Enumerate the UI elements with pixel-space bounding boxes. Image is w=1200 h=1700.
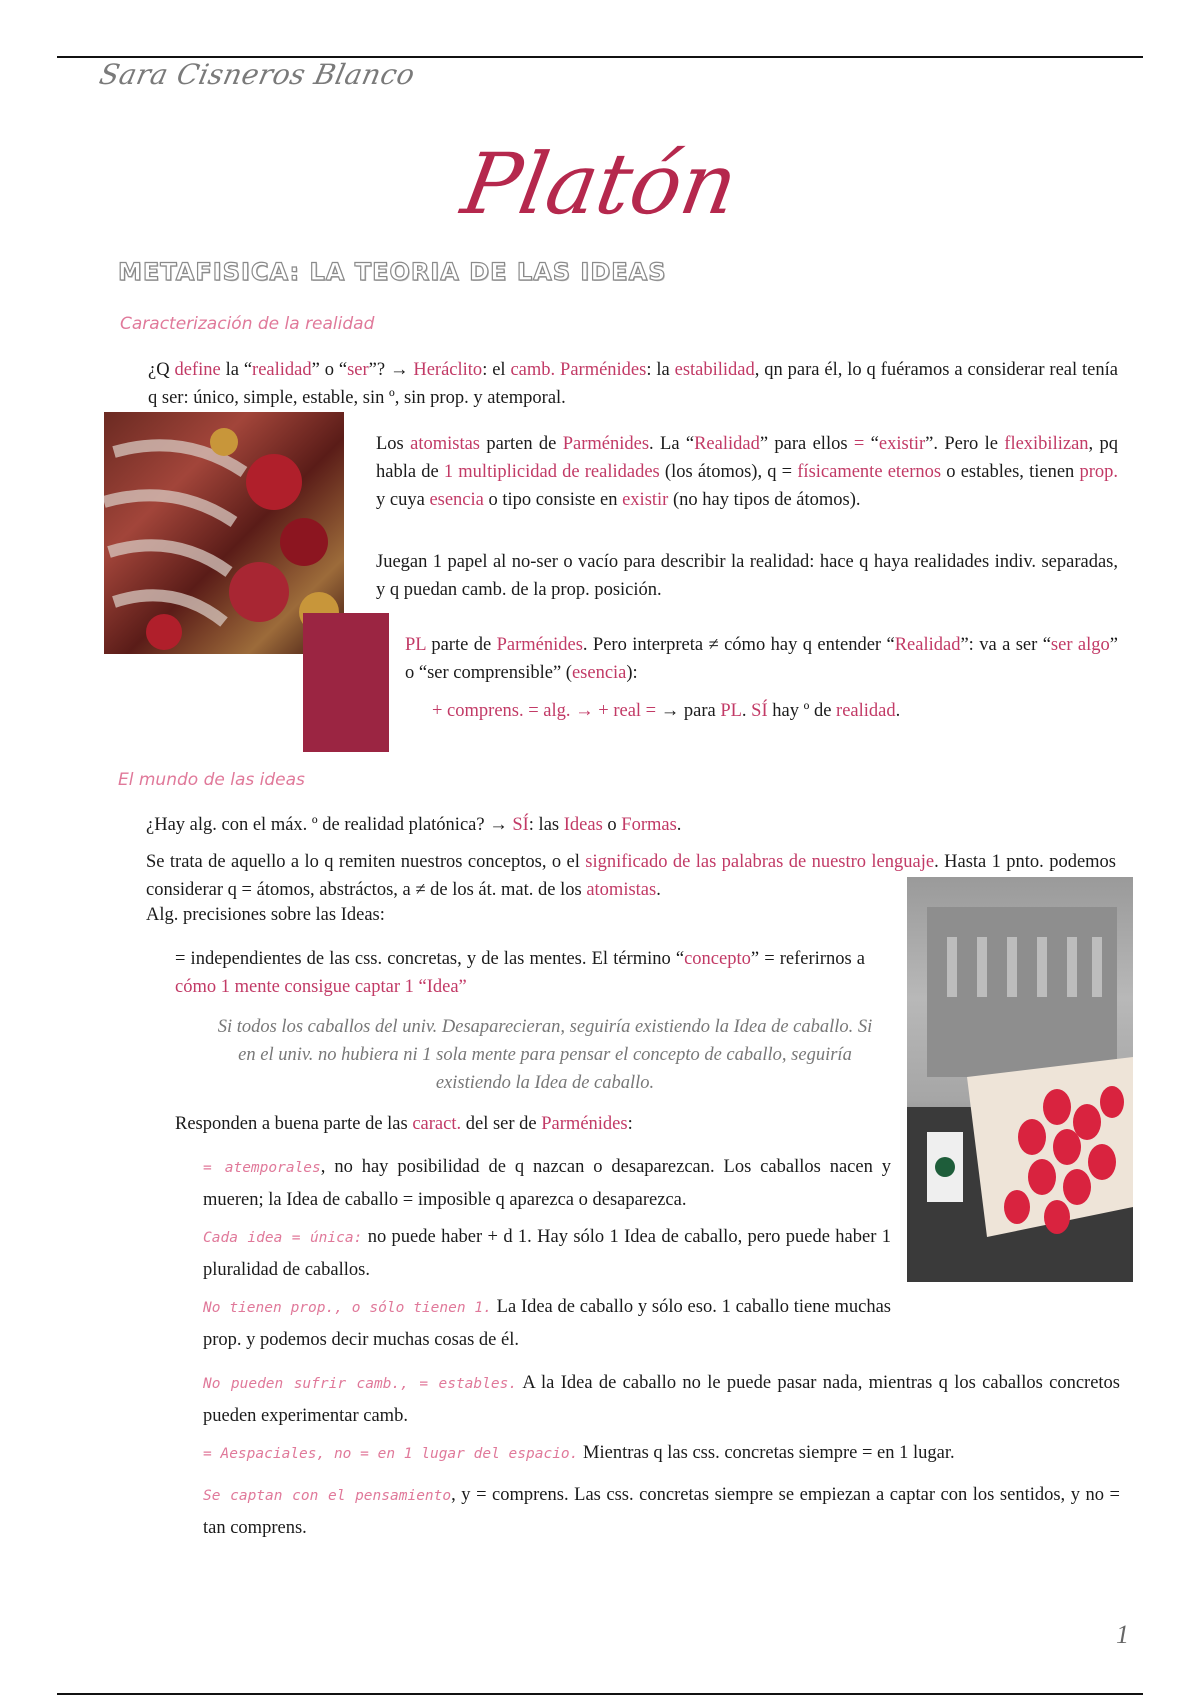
subheading-mundo-ideas: El mundo de las ideas	[118, 770, 305, 790]
paragraph-atomistas: Los atomistas parten de Parménides. La “Realidad” para ellos = “existir”. Pero le flexibilizan, pq habla de 1 multiplicidad de realidades (los átomos), q = físicamente eternos o estables, tienen prop. y cuya esencia o tipo consiste en existir (no hay tipos de átomos).	[376, 434, 1119, 510]
list-item-estables: No pueden sufrir camb., = estables. A la Idea de caballo no le puede pasar nada, mientras q los caballos concretos pueden experimentar camb.	[203, 1373, 1120, 1426]
paragraph-independientes: = independientes de las css. concretas, y de las mentes. El término “concepto” = referirnos a cómo 1 mente consigue captar 1 “Idea”	[175, 949, 865, 997]
paragraph-precisiones: Alg. precisiones sobre las Ideas:	[146, 905, 385, 925]
page-number: 1	[1116, 1620, 1129, 1649]
list-item-pensamiento: Se captan con el pensamiento, y = comprens. Las css. concretas siempre se empiezan a captar con los sentidos, y no = tan comprens.	[203, 1485, 1120, 1538]
list-item-unica: Cada idea = única: no puede haber + d 1. Hay sólo 1 Idea de caballo, pero puede haber 1 pluralidad de caballos.	[203, 1227, 892, 1280]
author-signature: Sara Cisneros Blanco	[96, 58, 419, 91]
paragraph-significado: Se trata de aquello a lo q remiten nuestros conceptos, o el significado de las palabras de nuestro lenguaje. Hasta 1 pnto. podemos considerar q = átomos, abstráctos, a ≠ de los át. mat. de los atomistas.	[146, 852, 1116, 900]
section-heading: METAFISICA: LA TEORIA DE LAS IDEAS	[118, 258, 667, 286]
paragraph-caracteristicas: Responden a buena parte de las caract. del ser de Parménides:	[175, 1114, 633, 1134]
list-item-propiedades: No tienen prop., o sólo tienen 1. La Idea de caballo y sólo eso. 1 caballo tiene muchas prop. y podemos decir muchas cosas de él.	[203, 1297, 891, 1350]
page-title: Platón	[455, 135, 745, 233]
subheading-realidad: Caracterización de la realidad	[120, 314, 375, 334]
tulips-street-image	[907, 877, 1133, 1282]
paragraph-ideas-formas: ¿Hay alg. con el máx. º de realidad platónica? → SÍ: las Ideas o Formas.	[146, 815, 682, 835]
paragraph-intro: ¿Q define la “realidad” o “ser”? → Heráclito: el camb. Parménides: la estabilidad, qn para él, lo q fuéramos a considerar real tenía q ser: único, simple, estable, sin º, sin prop. y atemporal.	[148, 360, 1118, 408]
caballo-quote: Si todos los caballos del univ. Desaparecieran, seguiría existiendo la Idea de caballo. Si en el univ. no hubiera ni 1 sola mente para pensar el concepto de caballo, seguiría existiendo la Idea de caballo.	[217, 1017, 873, 1093]
paragraph-platon: PL parte de Parménides. Pero interpreta ≠ cómo hay q entender “Realidad”: va a ser “ser algo” o “ser comprensible” (esencia):	[405, 635, 1118, 683]
decorative-red-block	[303, 613, 389, 752]
paragraph-grados-realidad: + comprens. = alg. → + real = → para PL. SÍ hay º de realidad.	[432, 701, 901, 721]
list-item-aespaciales: = Aespaciales, no = en 1 lugar del espacio. Mientras q las css. concretas siempre = en 1 lugar.	[203, 1443, 955, 1463]
bottom-rule	[57, 1693, 1143, 1695]
list-item-atemporales: = atemporales, no hay posibilidad de q nazcan o desaparezcan. Los caballos nacen y mueren; la Idea de caballo = imposible q aparezca o desaparezca.	[203, 1157, 891, 1210]
paragraph-no-ser: Juegan 1 papel al no-ser o vacío para describir la realidad: hace q haya realidades indiv. separadas, y q puedan camb. de la prop. posición.	[376, 552, 1118, 600]
